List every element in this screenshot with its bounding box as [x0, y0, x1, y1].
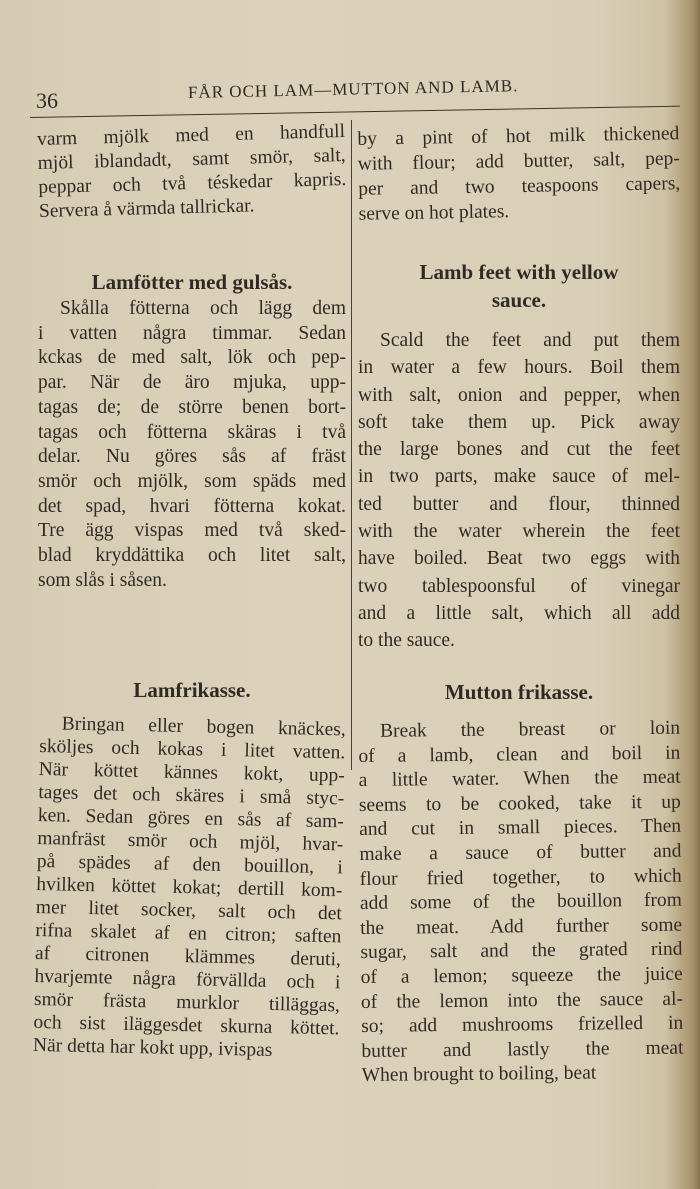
text-line: par. När de äro mjuka, upp- [38, 372, 346, 394]
text-line: with flour; add butter, salt, pep- [357, 148, 680, 175]
left-recipe1-title: Lamfötter med gulsås. [91, 270, 293, 294]
text-line: serve on hot plates. [358, 201, 510, 225]
text-line: so; add mushrooms frizelled in [361, 1012, 684, 1038]
text-line: Skålla fötterna och lägg dem [60, 298, 346, 319]
text-line: smör och mjölk, som späds med [38, 470, 346, 492]
text-line: i vatten några timmar. Sedan [38, 322, 346, 344]
text-line: and a little salt, which all add [358, 602, 680, 624]
left-continuation [37, 120, 347, 224]
text-line: rifna skalet af en citron; saften [35, 919, 342, 948]
text-line: and cut in small pieces. Then [359, 815, 682, 841]
column-divider [351, 120, 352, 770]
text-line: in two parts, make sauce of mel- [358, 466, 680, 488]
text-line: Tre ägg vispas med två sked- [38, 520, 346, 542]
text-line: add some of the bouillon from [359, 889, 683, 915]
text-line: det spad, hvari fötterna kokat. [38, 495, 346, 517]
text-line: with the water wherein the feet [358, 521, 680, 543]
text-line: flour fried together, to which [359, 865, 682, 890]
text-line: to the sauce. [358, 630, 455, 652]
text-line: af citronen klämmes deruti, [34, 942, 342, 971]
text-line: Servera å värmda tallrickar. [38, 195, 255, 223]
left-recipe1-body [38, 297, 346, 593]
text-line: manfräst smör och mjöl, hvar- [37, 827, 344, 856]
text-line: When brought to boiling, beat [361, 1062, 597, 1087]
text-line: och sist iläggesdet skurna köttet. [33, 1011, 340, 1040]
text-line: the meat. Add further some [360, 914, 683, 939]
right-continuation [357, 121, 681, 227]
header-rule [30, 106, 680, 118]
text-line: mjöl iblandadt, samt smör, salt, [37, 144, 346, 175]
text-line: a little water. When the meat [358, 766, 681, 792]
text-line: ken. Sedan göres en sås af sam- [37, 804, 344, 833]
text-line: sugar, salt and the grated rind [360, 938, 683, 964]
text-line: blad kryddättika och litet salt, [38, 545, 346, 567]
text-line: seems to be cooked, take it up [358, 791, 681, 816]
text-line: som slås i såsen. [38, 569, 167, 591]
text-line: of a lemon; squeeze the juice [360, 963, 683, 988]
running-title: FÅR OCH LAM—MUTTON AND LAMB. [187, 76, 519, 102]
text-line: tagas och fötterna skäras i två [38, 421, 346, 443]
text-line: with salt, onion and pepper, when [358, 384, 680, 406]
text-line: kckas de med salt, lök och pep- [38, 347, 346, 369]
text-line: hvilken köttet kokat; dertill kom- [36, 873, 343, 902]
text-line: Bringan eller bogen knäckes, [61, 713, 346, 741]
text-line: make a sauce of butter and [359, 840, 682, 865]
text-line: of a lamb, clean and boil in [358, 742, 681, 767]
right-recipe1-title-line: Lamb feet with yellow [419, 260, 619, 284]
left-recipe2-body [33, 712, 346, 1063]
text-line: tagas de; de större benen bort- [38, 396, 346, 418]
text-line: sköljes och kokas i litet vatten. [39, 735, 346, 764]
right-recipe2-body [358, 717, 684, 1089]
text-line: delar. Nu göres sås af fräst [38, 446, 346, 468]
text-line: peppar och två téskedar kapris. [38, 168, 347, 199]
right-recipe1-title-line: sauce. [491, 288, 547, 312]
text-line: på spädes af den bouillon, i [36, 850, 344, 879]
text-line: smör frästa murklor tilläggas, [33, 988, 341, 1017]
text-line: hvarjemte några förvällda och i [34, 965, 341, 994]
text-line: ted butter and flour, thinned [358, 493, 680, 515]
text-line: varm mjölk med en handfull [36, 120, 346, 151]
right-recipe2-title: Mutton frikasse. [444, 680, 594, 704]
text-line: Break the breast or loin [380, 717, 681, 742]
text-line: two tablespoonsful of vinegar [358, 575, 680, 597]
text-line: have boiled. Beat two eggs with [358, 548, 680, 570]
text-line: När detta har kokt upp, ivispas [32, 1034, 273, 1061]
right-recipe1-body [358, 327, 680, 655]
text-line: per and two teaspoons capers, [358, 173, 681, 200]
text-line: of the lemon into the sauce al- [360, 988, 684, 1013]
left-recipe2-title: Lamfrikasse. [133, 678, 251, 702]
text-line: Scald the feet and put them [380, 330, 680, 351]
text-line: När köttet kännes kokt, upp- [38, 758, 345, 787]
text-line: by a pint of hot milk thickened [357, 123, 680, 150]
text-line: soft take them up. Pick away [358, 411, 680, 433]
text-line: butter and lastly the meat [361, 1037, 684, 1062]
text-line: tages det och skäres i små styc- [38, 781, 345, 810]
right-recipe1-title [358, 258, 680, 314]
page-number: 36 [36, 88, 58, 113]
text-line: mer litet socker, salt och det [35, 896, 343, 925]
text-line: in water a few hours. Boil them [358, 357, 680, 379]
text-line: the large bones and cut the feet [358, 439, 680, 461]
